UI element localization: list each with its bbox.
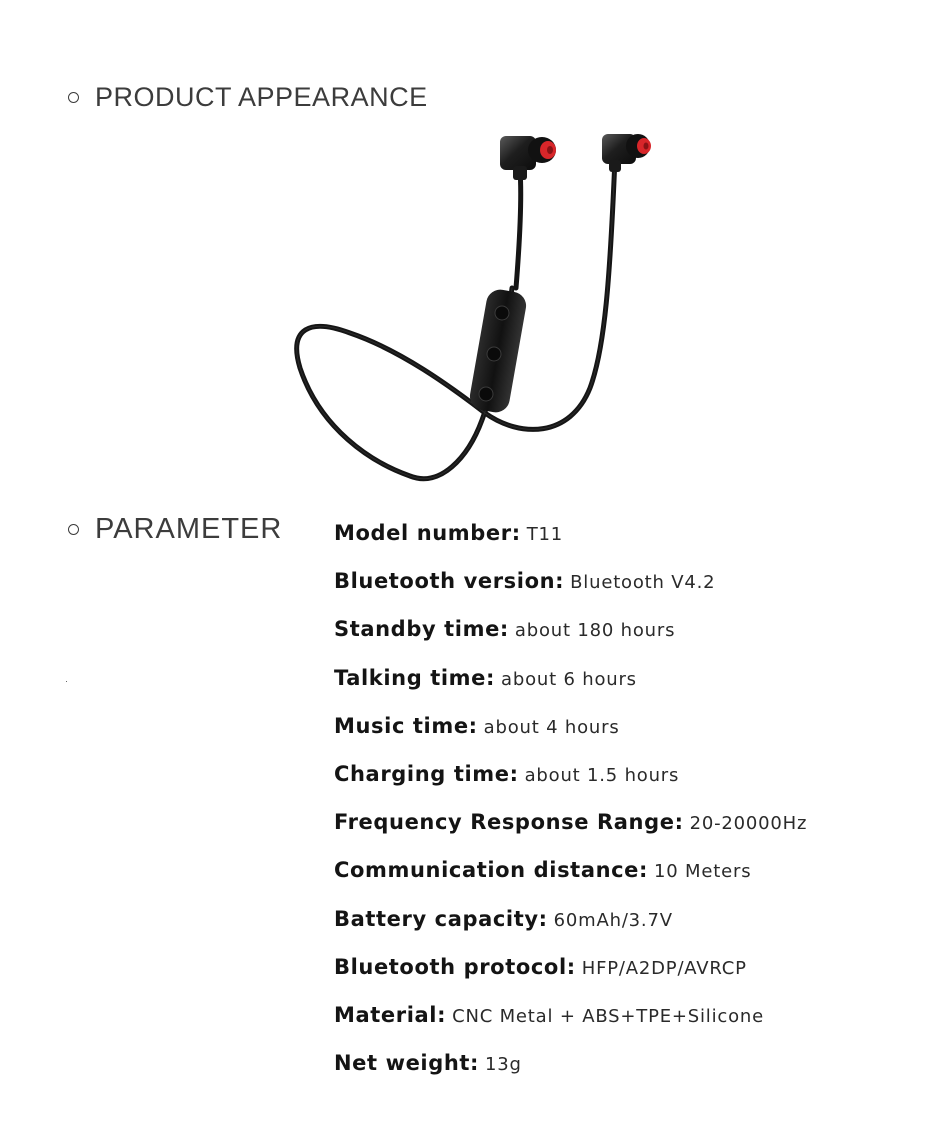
param-label: Charging time: <box>334 761 519 786</box>
param-value: about 180 hours <box>514 620 676 642</box>
param-label: Talking time: <box>334 665 496 690</box>
param-value: 10 Meters <box>654 861 752 883</box>
param-standby-time <box>334 614 807 662</box>
inline-remote-control <box>468 287 529 414</box>
param-label: Bluetooth protocol: <box>334 954 576 979</box>
param-label: Music time: <box>334 713 478 738</box>
parameter-section-heading <box>68 513 282 546</box>
param-charging-time <box>334 759 807 807</box>
param-label: Net weight: <box>334 1051 480 1076</box>
param-value: T11 <box>526 524 564 545</box>
param-value: CNC Metal + ABS+TPE+Silicone <box>452 1005 764 1027</box>
appearance-section-heading <box>68 82 428 113</box>
right-earbud <box>602 134 651 172</box>
param-model-number <box>334 518 807 566</box>
param-talking-time <box>334 663 807 711</box>
param-material <box>334 1000 807 1048</box>
volume-down-icon <box>479 387 493 401</box>
neckband-earphones-image <box>280 128 680 498</box>
param-battery-capacity <box>334 904 807 952</box>
appearance-heading-text: PRODUCT APPEARANCE <box>95 82 428 112</box>
param-communication-distance <box>334 855 807 903</box>
param-value: about 6 hours <box>501 668 637 690</box>
param-label: Standby time: <box>334 617 509 642</box>
circle-bullet-icon <box>68 524 79 535</box>
param-frequency-response <box>334 807 807 855</box>
param-value: 20-20000Hz <box>689 813 808 835</box>
volume-up-icon <box>495 306 509 320</box>
parameter-list <box>334 518 807 1096</box>
param-label: Bluetooth version: <box>334 569 565 594</box>
param-music-time <box>334 711 807 759</box>
param-bluetooth-version <box>334 566 807 614</box>
param-value: about 4 hours <box>483 716 620 738</box>
param-value: about 1.5 hours <box>524 764 680 786</box>
param-label: Frequency Response Range: <box>334 810 684 835</box>
param-label: Material: <box>334 1002 447 1027</box>
neckband-cable <box>297 158 615 479</box>
left-earbud-wire <box>516 170 521 288</box>
param-bluetooth-protocol <box>334 952 807 1000</box>
parameter-heading-text: PARAMETER <box>95 513 283 545</box>
param-label: Model number: <box>334 521 521 545</box>
param-value: Bluetooth V4.2 <box>570 572 716 594</box>
param-label: Communication distance: <box>334 858 649 883</box>
param-value: HFP/A2DP/AVRCP <box>581 957 747 979</box>
circle-bullet-icon <box>68 92 79 103</box>
param-value: 60mAh/3.7V <box>553 909 673 931</box>
param-net-weight <box>334 1048 807 1096</box>
param-label: Battery capacity: <box>334 906 548 931</box>
param-value: 13g <box>485 1054 522 1076</box>
play-pause-icon <box>487 347 501 361</box>
decorative-dot <box>66 681 67 682</box>
left-earbud <box>500 136 556 180</box>
